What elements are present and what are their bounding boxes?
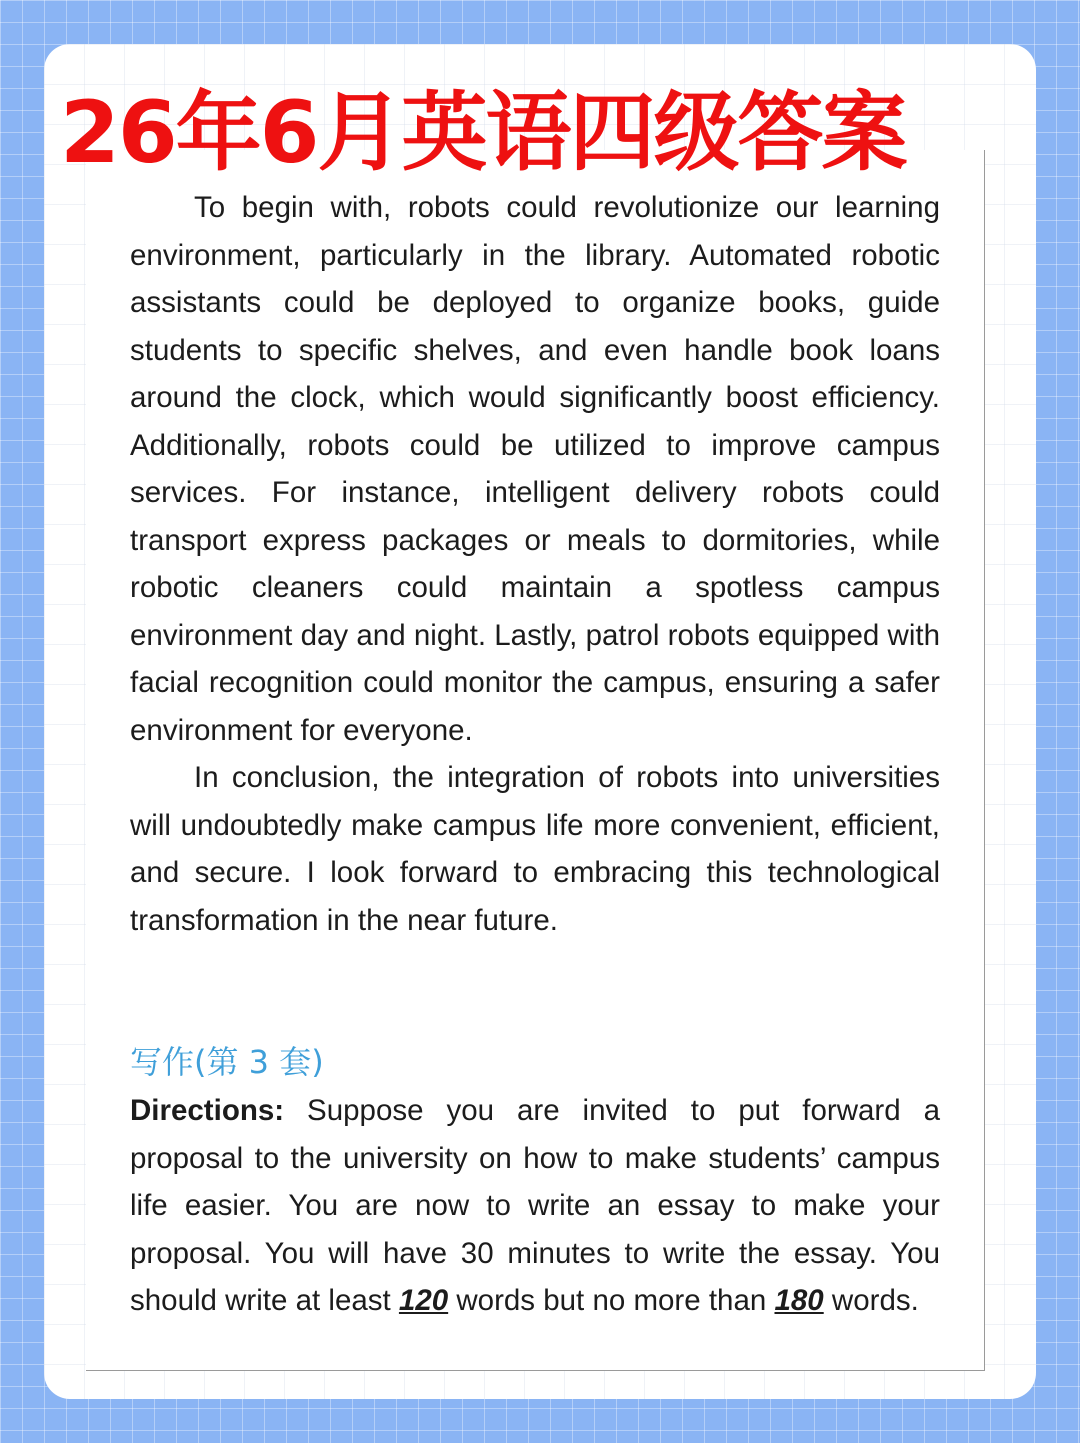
directions-text-part-1: Suppose you are invited to put forward a proposal to the university on how to make students’ campus life easier. You are now to write an essay to make your proposal. You will have 30 minutes to write the essay. You should write at least <box>130 1094 940 1317</box>
directions-label: Directions: <box>130 1094 285 1127</box>
directions-paragraph <box>130 1087 940 1325</box>
min-word-count: 120 <box>398 1284 449 1317</box>
section-title: 写作(第 3 套) <box>130 1043 324 1081</box>
max-word-count: 180 <box>774 1284 824 1317</box>
directions-text-part-3: words. <box>823 1284 919 1317</box>
essay-paragraph-1: To begin with, robots could revolutionize our learning environment, particularly in the library. Automated robotic assistants could be deployed to organize books, guide students to specific shelves, and even handle book loans around the clock, which would significantly boost efficiency. Additionally, robots could be utilized to improve campus services. For instance, intelligent delivery robots could transport express packages or meals to dormitories, while robotic cleaners could maintain a spotless campus environment day and night. Lastly, patrol robots equipped with facial recognition could monitor the campus, ensuring a safer environment for everyone. <box>130 191 940 747</box>
headline-title: 26年6月英语四级答案 <box>60 83 906 183</box>
essay-text <box>130 184 940 944</box>
directions-text-part-2: words but no more than <box>448 1284 775 1317</box>
essay-paragraph-2: In conclusion, the integration of robots into universities will undoubtedly make campus life more convenient, efficient, and secure. I look forward to embracing this technological transformation in the near future. <box>130 761 940 937</box>
